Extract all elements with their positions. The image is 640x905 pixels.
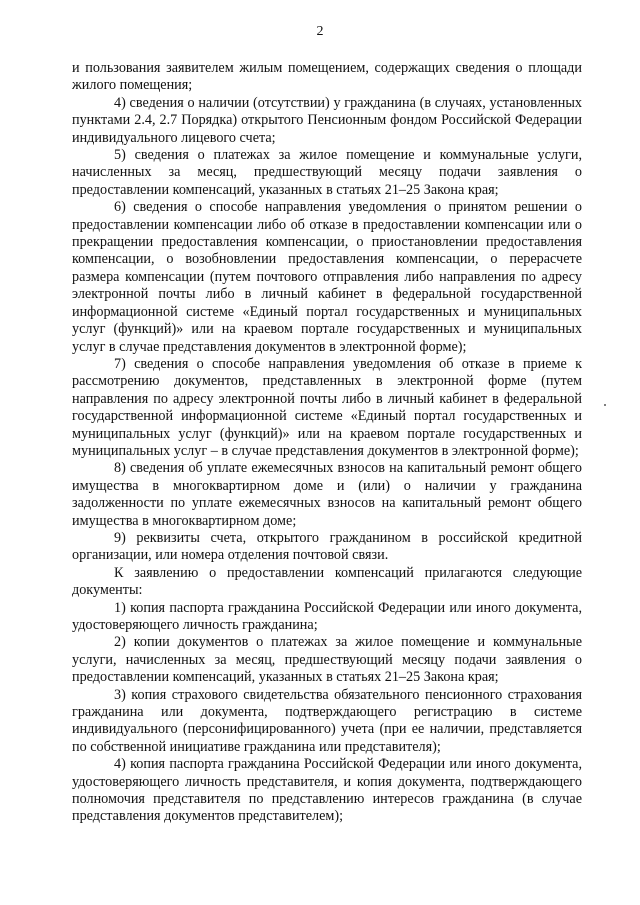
document-body xyxy=(72,60,582,826)
page-number: 2 xyxy=(316,24,324,39)
paragraph-doc-2-payment-copies: 2) копии документов о платежах за жилое помещение и коммунальные услуги, начисленных за месяц, предшествующий месяцу подачи заявления о предоставлении компенсаций, указанных в статьях 21–25 Закона края; xyxy=(72,634,582,686)
paragraph-item-6-notification-method: 6) сведения о способе направления уведомления о принятом решении о предоставлении компенсации либо об отказе в предоставлении компенсации или о прекращении предоставления компенсации, о приостановлении предоставления компенсации, о возобновлении предоставления компенсации, о перерасчете размера компенсации (путем почтового отправления либо направления по адресу электронной почты либо в личный кабинет в федеральной государственной информационной системе «Единый портал государственных и муниципальных услуг (функций)» или на краевом портале государственных и муниципальных услуг в случае представления документов в электронной форме); xyxy=(72,199,582,355)
paragraph-item-9-bank-details: 9) реквизиты счета, открытого гражданином в российской кредитной организации, или номера отделения почтовой связи. xyxy=(72,529,582,564)
paragraph-doc-3-insurance-certificate: 3) копия страхового свидетельства обязательного пенсионного страхования гражданина или документа, подтверждающего регистрацию в системе индивидуального (персонифицированного) учета (при ее наличии, представляется по собственной инициативе гражданина или представителя); xyxy=(72,686,582,755)
paragraph-continuation: и пользования заявителем жилым помещением, содержащих сведения о площади жилого помещения; xyxy=(72,60,582,94)
paragraph-attachments-intro: К заявлению о предоставлении компенсаций прилагаются следующие документы: xyxy=(72,564,582,599)
paragraph-doc-1-passport: 1) копия паспорта гражданина Российской Федерации или иного документа, удостоверяющего личность гражданина; xyxy=(72,599,582,633)
paragraph-item-7-refusal-notification: 7) сведения о способе направления уведомления об отказе в приеме к рассмотрению документов, представленных в электронной форме (путем направления по адресу электронной почты либо в личный кабинет в федеральной государственной информационной системе «Единый портал государственных и муниципальных услуг (функций)» или на краевом портале государственных и муниципальных услуг – в случае представления документов в электронной форме); xyxy=(72,355,582,459)
paragraph-doc-4-representative-passport: 4) копия паспорта гражданина Российской Федерации или иного документа, удостоверяющего личность представителя, и копия документа, подтверждающего полномочия представителя по представлению интересов гражданина (в случае представления документов представителем); xyxy=(72,756,582,825)
paragraph-item-4-account: 4) сведения о наличии (отсутствии) у гражданина (в случаях, установленных пунктами 2.4, 2.7 Порядка) открытого Пенсионным фондом Российской Федерации индивидуального лицевого счета; xyxy=(72,94,582,146)
paragraph-item-5-payments: 5) сведения о платежах за жилое помещение и коммунальные услуги, начисленных за месяц, предшествующий месяцу подачи заявления о предоставлении компенсаций, указанных в статьях 21–25 Закона края; xyxy=(72,147,582,198)
paragraph-item-8-capital-repair: 8) сведения об уплате ежемесячных взносов на капитальный ремонт общего имущества в многоквартирном доме и (или) о наличии у гражданина задолженности по уплате ежемесячных взносов на капитальный ремонт общего имущества в многоквартирном доме; xyxy=(72,460,582,529)
scan-speck xyxy=(604,404,606,406)
